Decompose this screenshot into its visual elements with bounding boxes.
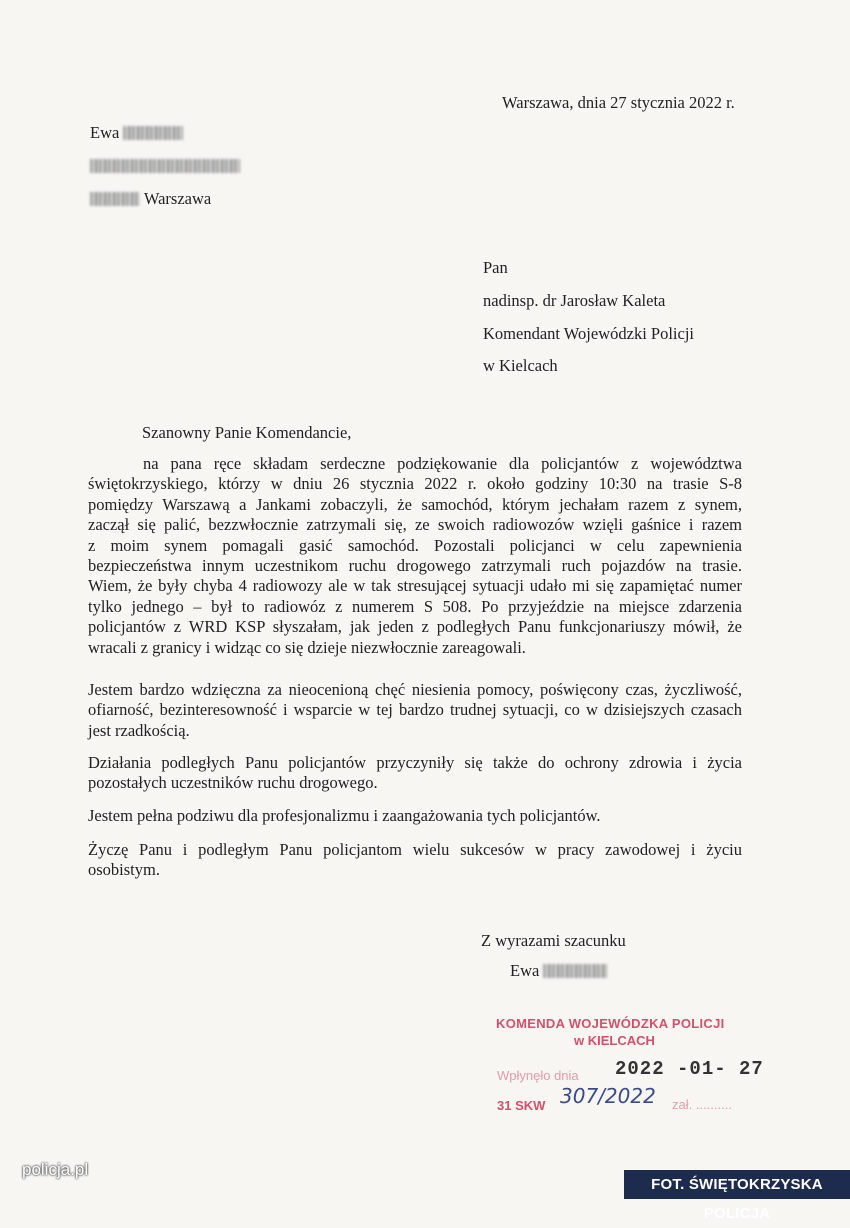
paragraph-5 (88, 840, 742, 881)
policja-watermark: policja.pl (22, 1160, 89, 1179)
sender-city-line (90, 188, 211, 209)
paragraph-2 (88, 680, 742, 741)
stamp-received-date: 2022 -01- 27 (615, 1058, 764, 1080)
recipient-line-1: Pan (483, 258, 508, 277)
paragraph-1 (88, 454, 742, 658)
paragraph-1-line: świętokrzyskiego, którzy w dniu 26 stycznia 2022 r. około godziny 10:30 na trasie S-8 (88, 474, 742, 494)
sender-street (90, 158, 240, 176)
stamp-received-label: Wpłynęło dnia (497, 1068, 579, 1083)
paragraph-1-line: z moim synem pomagali gasić samochód. Pozostali policjanci w celu zapewnienia (88, 535, 742, 555)
sender-city: Warszawa (143, 189, 212, 208)
paragraph-1-line: wracali z granicy i widząc co się dzieje niezwłocznie zareagowali. (88, 637, 526, 657)
closing-regards: Z wyrazami szacunku (481, 931, 626, 950)
redacted-street (90, 159, 240, 173)
recipient-line-2: nadinsp. dr Jarosław Kaleta (483, 291, 666, 310)
paragraph-3 (88, 753, 742, 794)
signature (510, 960, 607, 981)
paragraph-5-line: osobistym. (88, 860, 160, 880)
salutation: Szanowny Panie Komendancie, (142, 423, 352, 442)
redacted-surname (123, 126, 183, 140)
paragraph-1-line: zaczął się palić, bezzwłocznie zatrzymali się, ze swoich radiowozów wzięli gaśnice i razem (88, 515, 742, 535)
sender-first-name: Ewa (90, 123, 120, 142)
paragraph-1-line: bezpieczeństwa innym uczestnikom ruchu drogowego zatrzymali ruch pojazdów na trasie. (88, 556, 742, 576)
signature-first-name: Ewa (510, 961, 540, 980)
photo-credit-banner: FOT. ŚWIĘTOKRZYSKA POLICJA (624, 1170, 850, 1199)
place-date: Warszawa, dnia 27 stycznia 2022 r. (502, 93, 735, 112)
paragraph-2-line: Jestem bardzo wdzięczna za nieocenioną chęć niesienia pomocy, poświęcony czas, życzliwość, (88, 680, 742, 699)
recipient-line-4: w Kielcach (483, 356, 558, 375)
paragraph-1-line: tylko jednego – był to radiowóz z numerem S 508. Po przyjeździe na miejsce zdarzenia (88, 596, 742, 616)
paragraph-5-line: Życzę Panu i podległym Panu policjantom wielu sukcesów w pracy zawodowej i życiu (88, 840, 742, 859)
recipient-line-3: Komendant Wojewódzki Policji (483, 324, 695, 343)
paragraph-1-line: pomiędzy Warszawą a Jankami zobaczyli, że samochód, którym jechałam razem z synem, (88, 494, 742, 514)
sender-name (90, 122, 183, 143)
redacted-postcode (90, 192, 140, 206)
stamp-ref-prefix: 31 SKW (497, 1098, 546, 1113)
stamp-handwritten-ref: 307/2022 (560, 1084, 656, 1108)
paragraph-3-line: pozostałych uczestników ruchu drogowego. (88, 773, 378, 793)
paragraph-4 (88, 806, 742, 826)
paragraph-1-line: na pana ręce składam serdeczne podziękowanie dla policjantów z województwa (143, 454, 742, 473)
paragraph-3-line: Działania podległych Panu policjantów przyczyniły się także do ochrony zdrowia i życia (88, 753, 742, 772)
paragraph-1-line: Wiem, że były chyba 4 radiowozy ale w tak stresującej sytuacji udało mi się zapamiętać numer (88, 576, 742, 596)
stamp-line-1: KOMENDA WOJEWÓDZKA POLICJI (496, 1016, 725, 1031)
stamp-attachment-label: zał. .......... (672, 1097, 732, 1112)
paragraph-2-line: ofiarność, bezinteresowność i wsparcie w tej bardzo trudnej sytuacji, co w dzisiejszych czasach (88, 700, 742, 720)
paragraph-2-line: jest rzadkością. (88, 720, 190, 740)
redacted-signature-surname (543, 964, 607, 978)
stamp-line-2: w KIELCACH (574, 1033, 655, 1048)
paragraph-4-line: Jestem pełna podziwu dla profesjonalizmu i zaangażowania tych policjantów. (88, 806, 601, 825)
paragraph-1-line: policjantów z WRD KSP słyszałam, jak jeden z podległych Panu funkcjonariuszy mówił, że (88, 617, 742, 637)
